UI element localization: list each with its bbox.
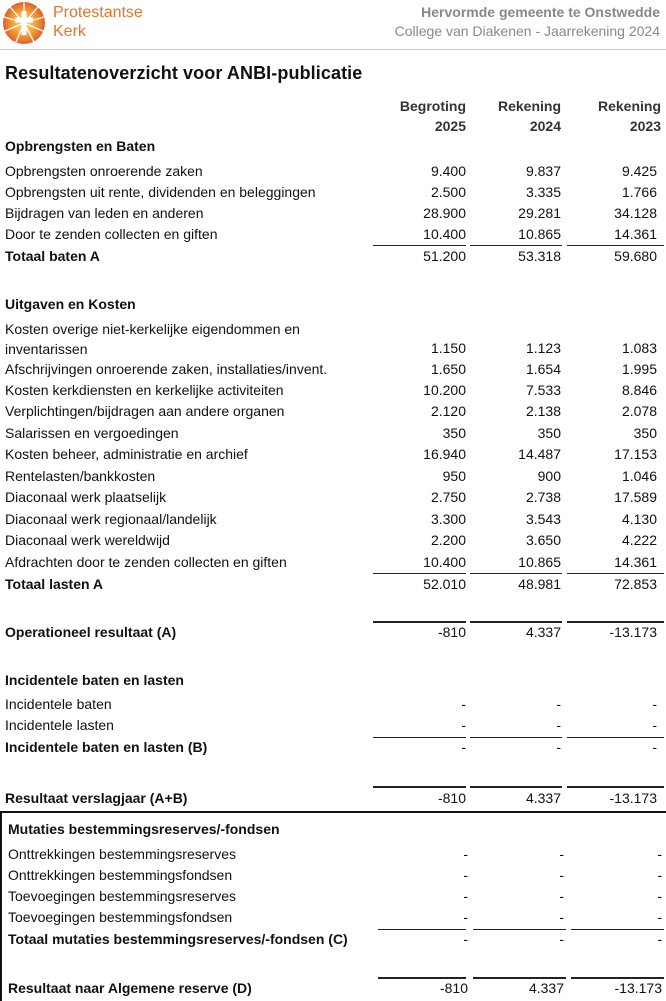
value-rekening-2024: - [556, 739, 561, 755]
value-rekening-2024: 3.650 [525, 532, 561, 548]
row-label: Diaconaal werk plaatselijk [5, 489, 167, 505]
row-label: Resultaat naar Algemene reserve (D) [8, 980, 252, 996]
value-begroting-2025: 350 [442, 425, 466, 441]
value-begroting-2025: 10.200 [423, 382, 466, 398]
value-rekening-2023: 4.130 [621, 511, 657, 527]
column-header-line2: 2023 [629, 118, 661, 134]
header-divider [0, 49, 666, 50]
value-begroting-2025: -810 [437, 790, 466, 806]
value-begroting-2025: - [463, 888, 468, 904]
value-rekening-2023: - [657, 867, 662, 883]
value-begroting-2025: 2.120 [430, 403, 466, 419]
value-begroting-2025: 1.150 [430, 340, 466, 356]
value-rekening-2024: 7.533 [525, 382, 561, 398]
organization-info [395, 3, 660, 41]
total-row-incidental [0, 737, 666, 758]
value-begroting-2025: - [463, 846, 468, 862]
column-header-line1: Rekening [597, 98, 661, 114]
value-rekening-2023: 1.766 [621, 184, 657, 200]
value-rekening-2023: 1.083 [621, 340, 657, 356]
total-row-expenses [0, 574, 666, 595]
row-label: Kosten overige niet-kerkelijke eigendommen en inventarissen [5, 321, 300, 357]
value-rekening-2024: 29.281 [518, 205, 561, 221]
value-rekening-2023: 14.361 [614, 226, 657, 242]
column-header-begroting-2025 [372, 96, 466, 136]
value-begroting-2025: - [463, 867, 468, 883]
value-rekening-2023: - [657, 931, 662, 947]
protestantse-kerk-logo-icon [2, 1, 46, 45]
value-begroting-2025: 2.750 [430, 489, 466, 505]
section-heading-label: Incidentele baten en lasten [5, 672, 184, 688]
value-rekening-2024: 2.738 [525, 489, 561, 505]
row-label: Opbrengsten onroerende zaken [5, 163, 203, 179]
value-rekening-2023: - [652, 717, 657, 733]
table-row [0, 466, 666, 487]
value-begroting-2025: 28.900 [423, 205, 466, 221]
value-rekening-2023: - [652, 739, 657, 755]
column-header-line1: Rekening [497, 98, 561, 114]
value-rekening-2023: 350 [633, 425, 657, 441]
brand-name [53, 3, 143, 41]
row-label: Afdrachten door te zenden collecten en giften [5, 554, 287, 570]
value-begroting-2025: 3.300 [430, 511, 466, 527]
section-heading-label: Mutaties bestemmingsreserves/-fondsen [8, 821, 280, 837]
row-label: Afschrijvingen onroerende zaken, installaties/invent. [5, 361, 328, 377]
value-rekening-2024: 53.318 [518, 248, 561, 264]
table-row [0, 715, 666, 736]
table-row [0, 203, 666, 224]
table-row [0, 161, 666, 182]
table-row [0, 487, 666, 508]
value-rekening-2024: 10.865 [518, 226, 561, 242]
value-rekening-2024: - [556, 717, 561, 733]
organization-name: Hervormde gemeente te Onstwedde [421, 4, 660, 20]
table-row [0, 886, 666, 907]
row-label: Diaconaal werk wereldwijd [5, 532, 170, 548]
value-rekening-2024: 3.335 [525, 184, 561, 200]
table-row [0, 509, 666, 530]
value-rekening-2024: 4.337 [525, 624, 561, 640]
table-row [0, 380, 666, 401]
value-rekening-2024: 350 [537, 425, 561, 441]
total-row-mutations [0, 929, 666, 950]
row-label: Onttrekkingen bestemmingsreserves [8, 846, 236, 862]
page-title: Resultatenoverzicht voor ANBI-publicatie [5, 63, 363, 83]
value-rekening-2024: - [559, 888, 564, 904]
row-label: Bijdragen van leden en anderen [5, 205, 204, 221]
row-label: Incidentele baten [5, 696, 112, 712]
value-rekening-2023: 17.153 [614, 446, 657, 462]
value-rekening-2023: - [657, 846, 662, 862]
column-header-rekening-2023 [567, 96, 661, 136]
table-row [0, 359, 666, 380]
value-begroting-2025: 950 [442, 468, 466, 484]
value-rekening-2023: 14.361 [614, 554, 657, 570]
value-begroting-2025: 10.400 [423, 226, 466, 242]
table-row [0, 865, 666, 886]
value-rekening-2024: 1.123 [525, 340, 561, 356]
value-rekening-2024: - [559, 931, 564, 947]
value-rekening-2023: -13.173 [609, 790, 657, 806]
value-rekening-2024: 2.138 [525, 403, 561, 419]
value-rekening-2023: 59.680 [614, 248, 657, 264]
value-begroting-2025: 10.400 [423, 554, 466, 570]
value-rekening-2024: 10.865 [518, 554, 561, 570]
value-rekening-2023: - [652, 696, 657, 712]
table-row [0, 694, 666, 715]
row-label: Totaal baten A [5, 248, 100, 264]
value-begroting-2025: 51.200 [423, 248, 466, 264]
value-rekening-2024: 48.981 [518, 576, 561, 592]
value-rekening-2023: - [657, 888, 662, 904]
value-rekening-2023: -13.173 [609, 624, 657, 640]
brand-line-2: Kerk [53, 23, 86, 40]
value-rekening-2024: 4.337 [525, 790, 561, 806]
document-subtitle: College van Diakenen - Jaarrekening 2024 [394, 23, 660, 39]
table-row [0, 844, 666, 865]
value-begroting-2025: - [463, 909, 468, 925]
value-rekening-2024: - [556, 696, 561, 712]
value-rekening-2024: 9.837 [525, 163, 561, 179]
value-rekening-2024: - [559, 909, 564, 925]
row-label: Toevoegingen bestemmingsreserves [8, 888, 237, 904]
value-rekening-2024: 3.543 [525, 511, 561, 527]
value-rekening-2023: 2.078 [621, 403, 657, 419]
value-rekening-2023: - [657, 909, 662, 925]
row-label: Incidentele lasten [5, 717, 114, 733]
table-row [0, 319, 666, 359]
row-label: Opbrengsten uit rente, dividenden en beleggingen [5, 184, 316, 200]
value-rekening-2023: 1.046 [621, 468, 657, 484]
table-row [0, 224, 666, 245]
row-label: Kosten beheer, administratie en archief [5, 446, 248, 462]
column-header-line2: 2025 [434, 118, 466, 134]
value-rekening-2024: 1.654 [525, 361, 561, 377]
row-label: Totaal mutaties bestemmingsreserves/-fondsen (C) [8, 931, 348, 947]
value-begroting-2025: - [463, 931, 468, 947]
table-row [0, 182, 666, 203]
value-rekening-2024: 14.487 [518, 446, 561, 462]
brand-line-1: Protestantse [53, 4, 143, 21]
section-heading-mutations [0, 819, 666, 840]
column-header-line2: 2024 [529, 118, 561, 134]
operational-result-row [0, 622, 666, 643]
value-begroting-2025: 2.500 [430, 184, 466, 200]
mutations-box-top-border [0, 811, 666, 813]
value-begroting-2025: - [461, 696, 466, 712]
row-label: Rentelasten/bankkosten [5, 468, 156, 484]
value-begroting-2025: -810 [437, 624, 466, 640]
value-rekening-2024: 900 [537, 468, 561, 484]
row-label: Incidentele baten en lasten (B) [5, 739, 208, 755]
value-rekening-2023: 8.846 [621, 382, 657, 398]
value-begroting-2025: 9.400 [430, 163, 466, 179]
table-row [0, 552, 666, 573]
column-header-rekening-2024 [467, 96, 561, 136]
value-rekening-2024: 4.337 [528, 980, 564, 996]
value-begroting-2025: 52.010 [423, 576, 466, 592]
value-rekening-2024: - [559, 867, 564, 883]
value-begroting-2025: 2.200 [430, 532, 466, 548]
row-label: Verplichtingen/bijdragen aan andere organen [5, 403, 285, 419]
value-rekening-2023: 72.853 [614, 576, 657, 592]
section-heading-expenses [0, 294, 666, 315]
row-label: Kosten kerkdiensten en kerkelijke activiteiten [5, 382, 284, 398]
section-heading-incidental [0, 670, 666, 691]
page-header [0, 0, 666, 48]
value-begroting-2025: - [461, 739, 466, 755]
column-header-line1: Begroting [399, 98, 466, 114]
row-label: Onttrekkingen bestemmingsfondsen [8, 867, 233, 883]
table-row [0, 530, 666, 551]
value-rekening-2023: -13.173 [614, 980, 662, 996]
row-label: Salarissen en vergoedingen [5, 425, 179, 441]
value-begroting-2025: - [461, 717, 466, 733]
row-label: Diaconaal werk regionaal/landelijk [5, 511, 217, 527]
section-heading-income [0, 136, 666, 157]
value-rekening-2024: - [559, 846, 564, 862]
table-row [0, 907, 666, 928]
value-begroting-2025: 1.650 [430, 361, 466, 377]
row-label: Toevoegingen bestemmingsfondsen [8, 909, 233, 925]
row-label: Operationeel resultaat (A) [5, 624, 177, 640]
row-label: Resultaat verslagjaar (A+B) [5, 790, 188, 806]
value-begroting-2025: 16.940 [423, 446, 466, 462]
row-label: Door te zenden collecten en giften [5, 226, 218, 242]
result-year-row [0, 788, 666, 809]
row-label: Totaal lasten A [5, 576, 104, 592]
value-begroting-2025: -810 [439, 980, 468, 996]
table-row [0, 444, 666, 465]
section-heading-label: Uitgaven en Kosten [5, 296, 136, 312]
value-rekening-2023: 9.425 [621, 163, 657, 179]
final-result-row [0, 978, 666, 999]
table-row [0, 401, 666, 422]
value-rekening-2023: 4.222 [621, 532, 657, 548]
section-heading-label: Opbrengsten en Baten [5, 138, 156, 154]
table-row [0, 423, 666, 444]
value-rekening-2023: 17.589 [614, 489, 657, 505]
total-row-income [0, 246, 666, 267]
value-rekening-2023: 1.995 [621, 361, 657, 377]
value-rekening-2023: 34.128 [614, 205, 657, 221]
